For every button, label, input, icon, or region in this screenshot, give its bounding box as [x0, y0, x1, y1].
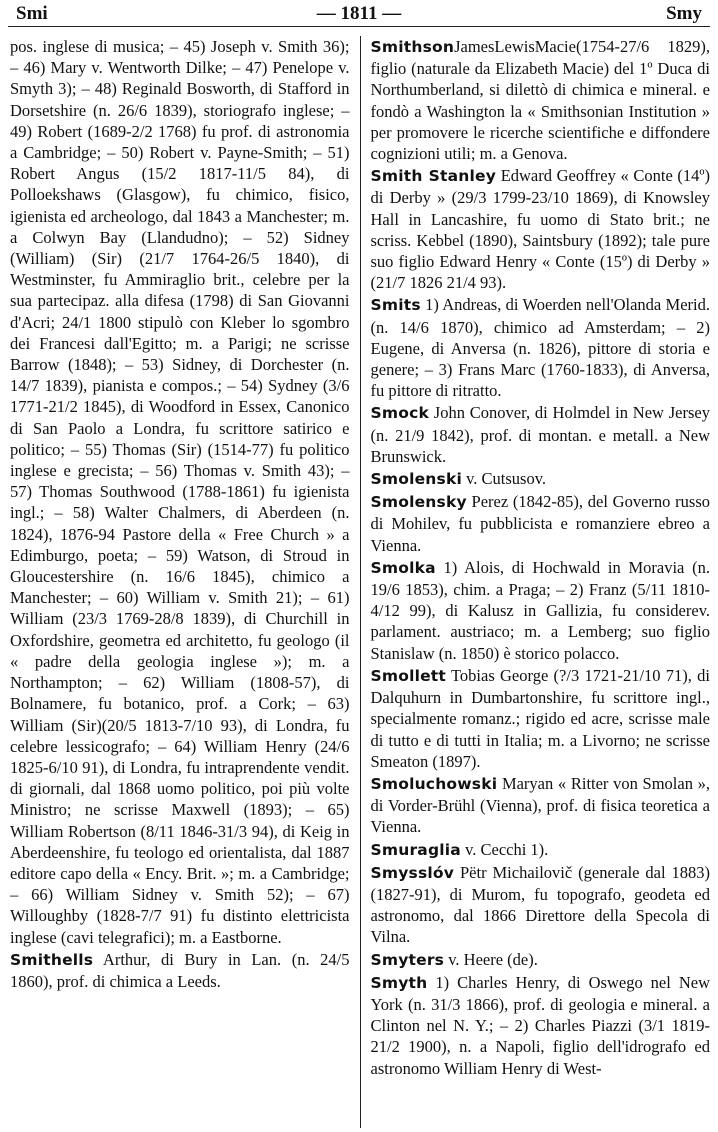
entry-headword: Smock: [370, 404, 429, 423]
entry-text: John Conover, di Holmdel in New Jersey (n. 21/9 1842), prof. di montan. e metall. a New Brunswick.: [370, 403, 710, 466]
dictionary-entry: [371, 36, 711, 164]
dictionary-entry: [371, 862, 711, 948]
dictionary-entry: [371, 557, 711, 664]
entry-headword: Smithells: [10, 950, 94, 969]
dictionary-entry: [371, 773, 711, 838]
entry-text: Arthur, di Bury in Lan. (n. 24/5 1860), prof. di chimica a Leeds.: [10, 949, 350, 991]
dictionary-entry: [10, 949, 350, 992]
header-left-guide-word: Smi: [16, 3, 48, 24]
right-column: [360, 36, 711, 1128]
entry-headword: Smolensky: [370, 493, 467, 512]
dictionary-entry: [371, 402, 711, 467]
dictionary-entry: [371, 839, 711, 861]
entry-text: JamesLewisMacie(1754-27/6 1829), figlio (naturale da Elizabeth Macie) del 1º Duca di Northumberland, si dilettò di chimica e mineral. e fondò a Washington la « Smithsonian Institution » per promovere le ricerche scientifiche e diffondere cognizioni utili; m. a Genova.: [370, 37, 710, 164]
dictionary-entry: [371, 165, 711, 293]
page-header: [8, 2, 710, 27]
entry-text: v. Heere (de).: [448, 949, 538, 969]
entry-text: pos. inglese di musica; – 45) Joseph v. Smith 36); – 46) Mary v. Wentworth Dilke; – 47) Penelope v. Smyth 3); – 48) Reginald Bosworth, di Stafford in Dorsetshire (n. 26/6 1839), storiografo inglese; – 49) Robert (1689-2/2 1768) fu prof. di astronomia a Cambridge; – 50) Robert v. Payne-Smith; – 51) Robert Angus (15/2 1817-11/5 84), di Polloekshaws (Glasgow), fu chimico, fisico, igienista ed archeologo, dal 1843 a Manchester; m. a Colwyn Bay (Llandudno); – 52) Sidney (William) (Sir) (21/7 1764-26/5 1840), di Westminster, fu Ammiraglio brit., celebre per la sua partecipaz. alla difesa (1798) di San Giovanni d'Acri; 24/1 1800 stipulò con Kleber lo sgombro dei Francesi dall'Egitto; m. a Parigi; ne scrisse Barrow (1848); – 53) Sidney, di Dorchester (n. 14/7 1839), pianista e compos.; – 54) Sydney (3/6 1771-21/2 1845), di Woodford in Essex, Canonico di San Paolo a Londra, fu scrittore satirico e politico; – 55) Thomas (Sir) (1514-77) fu politico inglese e grecista; – 56) Thomas v. Smith 43); – 57) Thomas Southwood (1788-1861) fu igienista ingl.; – 58) Walter Chalmers, di Aberdeen (n. 1824), 1876-94 Pastore della « Free Church » a Edimburgo, poeta; – 59) Watson, di Stroud in Gloucestershire (n. 16/6 1845), chimico a Manchester; – 60) William v. Smith 21); – 61) William (23/3 1769-28/8 1839), di Churchill in Oxfordshire, geometra ed architetto, fu geologo (il « padre della geologia inglese »); m. a Northampton; – 62) William (1808-57), di Bolnamere, fu botanico, prof. a Cork; – 63) William (Sir)(20/5 1813-7/10 93), di Londra, fu celebre lessicografo; – 64) William Henry (24/6 1825-6/10 91), di Londra, fu intraprendente vendit. di giornali, dal 1868 uomo politico, poi più volte Ministro; ne scrisse Maxwell (1893); – 65) William Robertson (8/11 1846-31/3 94), di Keig in Aberdeenshire, fu teologo ed orientalista, dal 1887 editore capo della « Ency. Brit. »; m. a Cambridge; – 66) William Sidney v. Smith 52); – 67) Willoughby (1828-7/7 91) fu distinto elettricista inglese (cavi telegrafici); m. a Eastborne.: [10, 37, 350, 947]
dictionary-entry: [10, 36, 350, 948]
entry-headword: Smits: [370, 296, 421, 315]
entry-text: Tobias George (?/3 1721-21/10 71), di Dalquhurn in Dumbartonshire, fu scrittore ingl., specialmente romanz.; rigido ed acre, scrisse male di tutto e di tutti in Italia; m. a Livorno; ne scrisse Smeaton (1897).: [370, 665, 710, 771]
entry-text: 1) Charles Henry, di Oswego nel New York (n. 31/3 1866), prof. di geologia e mineral. a Clinton nel N. Y.; – 2) Charles Piazzi (3/1 1819-21/2 1900), n. a Napoli, figlio dell'idrografo ed astronomo William Henry di West-: [370, 972, 710, 1078]
entry-text: Perez (1842-85), del Governo russo di Mohilev, fu pubblicista e romanziere ebreo a Vienna.: [370, 492, 710, 555]
entry-headword: Smithson: [370, 38, 455, 56]
entry-text: Edward Geoffrey « Conte (14º) di Derby » (29/3 1799-23/10 1869), di Knowsley Hall in Lancashire, fu uomo di Stato brit.; ne scriss. Kebbel (1890), Saintsbury (1892); tale pure suo figlio Edward Henry « Conte (15º) di Derby » (21/7 1826 21/4 93).: [370, 166, 710, 293]
dictionary-entry: [371, 949, 711, 971]
entry-headword: Smyth: [370, 973, 428, 992]
entry-headword: Smysslóv: [370, 863, 455, 882]
page-number: — 1811 —: [316, 3, 402, 24]
entry-headword: Smuraglia: [370, 840, 461, 859]
dictionary-entry: [371, 665, 711, 772]
dictionary-entry: [371, 294, 711, 401]
entry-headword: Smollett: [370, 666, 447, 685]
entry-headword: Smolenski: [370, 470, 462, 489]
header-right-guide-word: Smy: [666, 3, 702, 24]
entry-headword: Smoluchowski: [370, 774, 498, 793]
entry-text: 1) Andreas, di Woerden nell'Olanda Merid. (n. 14/6 1870), chimico ad Amsterdam; – 2) Eugene, di Anversa (n. 1826), pittore di storia e genere; – 3) Frans Marc (1760-1833), di Anversa, fu pittore di ritratto.: [370, 295, 710, 401]
entry-text: Pëtr Michailovič (generale dal 1883) (1827-91), di Murom, fu topografo, geodeta ed astronomo, dal 1866 Direttore della Specola di Vilna.: [370, 862, 710, 947]
dictionary-entry: [371, 491, 711, 556]
entry-headword: Smyters: [370, 950, 445, 969]
entry-text: v. Cutsusov.: [466, 469, 547, 489]
text-columns: [10, 36, 710, 1128]
entry-text: v. Cecchi 1).: [465, 839, 549, 859]
dictionary-entry: [371, 972, 711, 1079]
entry-text: Maryan « Ritter von Smolan », di Vorder-Brühl (Vienna), prof. di fisica teoretica a Vienna.: [370, 773, 710, 837]
entry-text: 1) Alois, di Hochwald in Moravia (n. 19/6 1853), chim. a Praga; – 2) Franz (5/11 1810-4/12 99), di Kalusz in Gallizia, fu considerev. parlament. austriaco; m. a Lemberg; suo figlio Stanislaw (n. 1850) è storico polacco.: [370, 557, 710, 663]
entry-headword: Smith Stanley: [370, 167, 497, 186]
entry-headword: Smolka: [370, 558, 436, 577]
dictionary-entry: [371, 468, 711, 490]
left-column: [10, 36, 360, 1128]
